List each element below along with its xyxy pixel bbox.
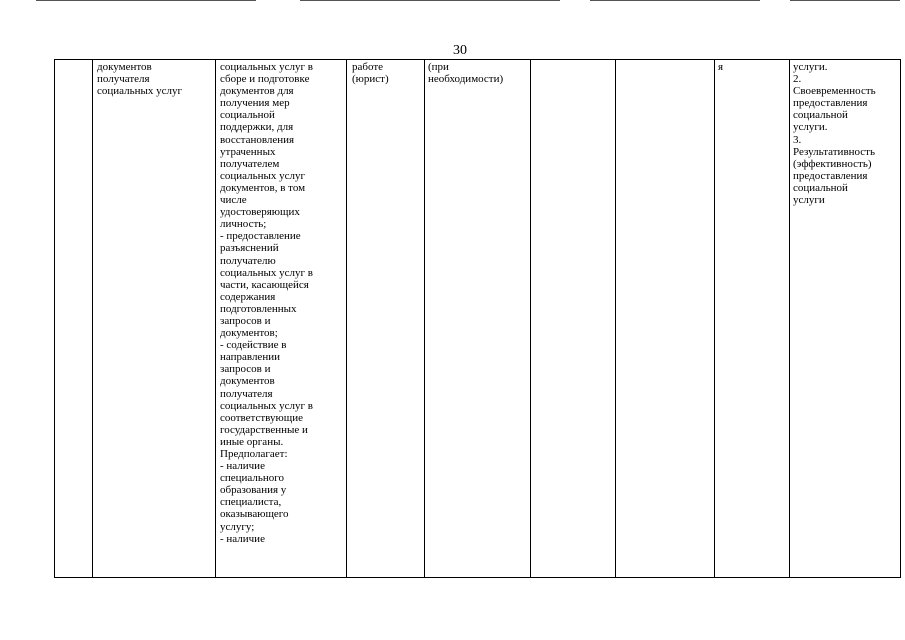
column-border	[900, 59, 901, 578]
cell-service-name: документов получателя социальных услуг	[97, 61, 183, 98]
top-edge-rule	[790, 0, 900, 1]
cell-frequency: (при необходимости)	[428, 61, 504, 86]
column-border	[615, 59, 616, 578]
column-border	[424, 59, 425, 578]
cell-staff: работе (юрист)	[352, 61, 389, 86]
cell-quality-indicators: услуги. 2. Своевременность предоставления социальной услуги. 3. Результативность (эффективность) предоставления социальной услуги	[793, 61, 876, 207]
column-border	[530, 59, 531, 578]
top-edge-rule	[300, 0, 560, 1]
top-edge-rule	[590, 0, 760, 1]
column-border	[215, 59, 216, 578]
table-bottom-border	[54, 577, 901, 578]
column-border	[346, 59, 347, 578]
column-border	[789, 59, 790, 578]
cell-service-description: социальных услуг в сборе и подготовке документов для получения мер социальной поддержки, для восстановления утраченных получателем социальных услуг документов, в том числе удостоверяющих личность; - предоставление разъяснений получателю социальных услуг в части, касающейся содержания подготовленных запросов и документов; - содействие в направлении запросов и документов получателя социальных услуг в соответствующие государственные и иные органы. Предполагает: - наличие специального образования у специалиста, оказывающего услугу; - наличие	[220, 61, 313, 545]
table-top-border	[54, 59, 901, 60]
cell-fragment: я	[718, 61, 724, 73]
column-border	[714, 59, 715, 578]
column-border	[54, 59, 55, 578]
page-number: 30	[453, 43, 467, 58]
top-edge-rule	[36, 0, 256, 1]
column-border	[92, 59, 93, 578]
